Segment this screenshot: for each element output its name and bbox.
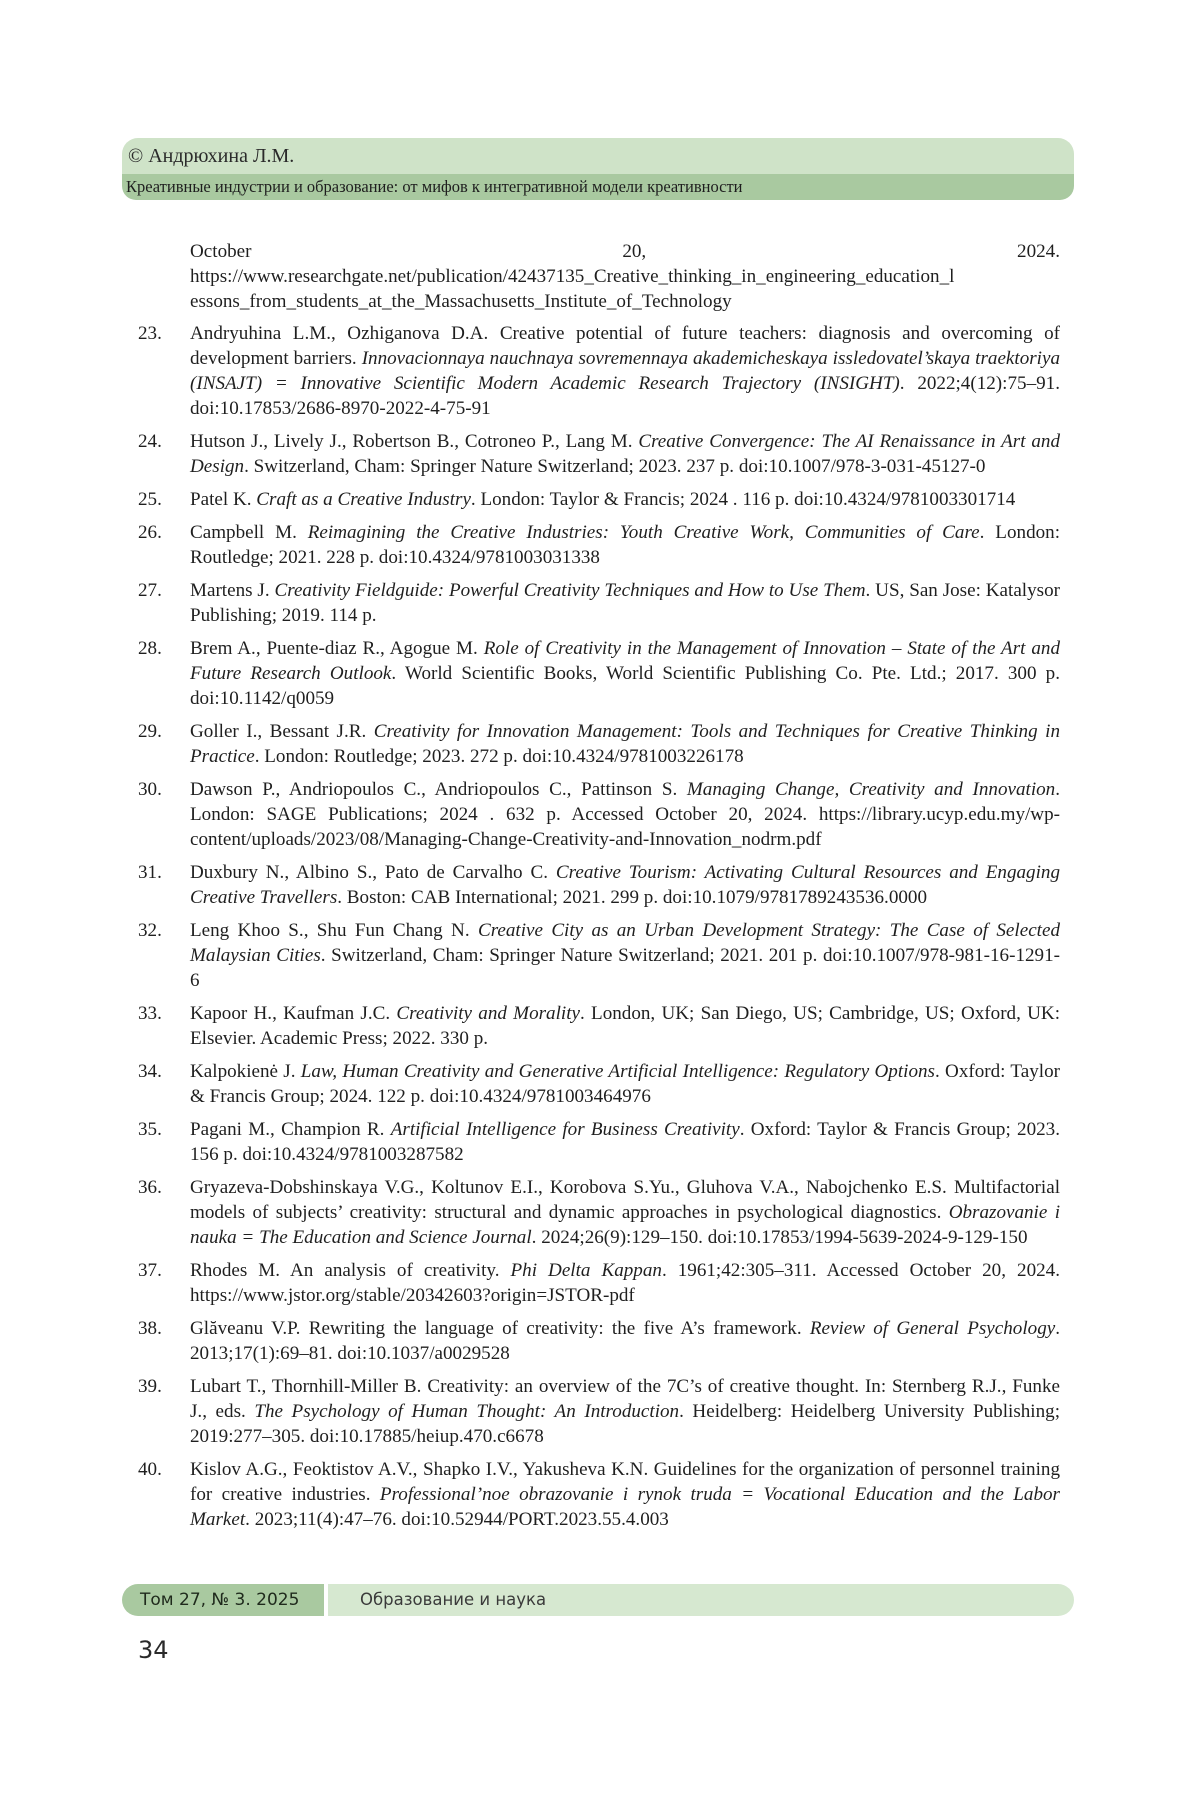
reference-number: 25. [138, 489, 162, 510]
reference-source-title: Creativity Fieldguide: Powerful Creativity Techniques and How to Use Them [274, 580, 866, 601]
reference-text [190, 1001, 1060, 1051]
reference-item [136, 1374, 1060, 1449]
footer-journal-name: Образование и наука [328, 1584, 1074, 1616]
reference-text [190, 487, 1060, 512]
reference-item [136, 520, 1060, 570]
reference-source-title: The Psychology of Human Thought: An Introduction [254, 1401, 680, 1422]
page-number: 34 [138, 1636, 169, 1664]
reference-text [190, 1374, 1060, 1449]
reference-text-segment: . London: Taylor & Francis; 2024 . 116 p. doi:10.4324/9781003301714 [470, 489, 1016, 510]
reference-text-segment: Pagani M., Champion R. [190, 1119, 391, 1140]
reference-text [190, 1117, 1060, 1167]
reference-source-title: Reimagining the Creative Industries: Youth Creative Work, Communities of Care [307, 522, 980, 543]
reference-text-segment: . Switzerland, Cham: Springer Nature Switzerland; 2023. 237 p. doi:10.1007/978-3-031-45127-0 [244, 456, 986, 477]
reference-text-segment: . Heidelberg: Heidelberg University Publishing; 2019:277–305. doi:10.17885/heiup.470.c6678 [190, 1401, 1060, 1447]
header-article-title: Креативные индустрии и образование: от мифов к интегративной модели креативности [122, 174, 1074, 200]
reference-number: 35. [138, 1119, 162, 1140]
reference-number: 29. [138, 721, 162, 742]
reference-source-title: Role of Creativity in the Management of Innovation – State of the Art and Future Research Outlook [190, 638, 1061, 684]
reference-source-title: Creativity and Morality [396, 1003, 580, 1024]
reference-text-segment: Duxbury N., Albino S., Pato de Carvalho C. [190, 862, 556, 883]
reference-text-segment: Kalpokienė J. [190, 1061, 301, 1082]
reference-text [190, 636, 1060, 711]
reference-text [190, 321, 1060, 421]
reference-source-title: Professional’noe obrazovanie i rynok truda = Vocational Education and the Labor Market [190, 1484, 1060, 1530]
reference-number: 40. [138, 1459, 162, 1480]
reference-number: 36. [138, 1177, 162, 1198]
running-footer [122, 1584, 1074, 1616]
reference-text-segment: . 1961;42:305–311. Accessed October 20, 2024. https://www.jstor.org/stable/20342603?origin=JSTOR-pdf [190, 1260, 1060, 1306]
reference-text-segment: . Oxford: Taylor & Francis Group; 2023. 156 p. doi:10.4324/9781003287582 [190, 1119, 1060, 1165]
reference-item [136, 578, 1060, 628]
reference-item [136, 777, 1060, 852]
reference-text-segment: Lubart T., Thornhill-Miller B. Creativity: an overview of the 7C’s of creative thought. In: Sternberg R.J., Funke J., eds. [190, 1376, 1060, 1422]
reference-text-segment: . World Scientific Books, World Scientific Publishing Co. Pte. Ltd.; 2017. 300 p. doi:10.1142/q0059 [190, 663, 1060, 709]
reference-item [136, 321, 1060, 421]
reference-text-segment: Rhodes M. An analysis of creativity. [190, 1260, 511, 1281]
reference-text [190, 777, 1060, 852]
reference-text-segment: Gryazeva-Dobshinskaya V.G., Koltunov E.I., Korobova S.Yu., Gluhova V.A., Nabojchenko E.S. Multifactorial models of subjects’ creativity: structural and dynamic approaches in psychological diagnostics. [190, 1177, 1060, 1223]
reference-item [136, 918, 1060, 993]
reference-item [136, 1316, 1060, 1366]
reference-item [136, 1117, 1060, 1167]
reference-text-segment: . 2013;17(1):69–81. doi:10.1037/a0029528 [190, 1318, 1060, 1364]
reference-source-title: Creative Tourism: Activating Cultural Resources and Engaging Creative Travellers [190, 862, 1060, 908]
reference-text [190, 520, 1060, 570]
reference-source-title: Creative Convergence: The AI Renaissance in Art and Design [190, 431, 1060, 477]
reference-source-title: Review of General Psychology [809, 1318, 1056, 1339]
reference-number: 27. [138, 580, 162, 601]
reference-source-title: Law, Human Creativity and Generative Artificial Intelligence: Regulatory Options [300, 1061, 935, 1082]
reference-text-segment: October 20, 2024. https://www.researchgate.net/publication/42437135_Creative_thinking_in_engineering_education_l essons_from_students_at_the_Massachusetts_Institute_of_Technology [190, 241, 1060, 312]
reference-source-title: Artificial Intelligence for Business Creativity [390, 1119, 740, 1140]
reference-item [136, 239, 1060, 314]
reference-source-title: Managing Change, Creativity and Innovation [686, 779, 1056, 800]
reference-item [136, 636, 1060, 711]
reference-text-segment: . Switzerland, Cham: Springer Nature Switzerland; 2021. 201 p. doi:10.1007/978-981-16-1291-6 [190, 945, 1060, 991]
reference-number: 28. [138, 638, 162, 659]
reference-text [190, 860, 1060, 910]
reference-number: 33. [138, 1003, 162, 1024]
reference-item [136, 487, 1060, 512]
reference-text-segment: . US, San Jose: Katalysor Publishing; 2019. 114 p. [190, 580, 1060, 626]
reference-item [136, 429, 1060, 479]
reference-item [136, 1258, 1060, 1308]
reference-number: 26. [138, 522, 162, 543]
reference-text-segment: Andryuhina L.M., Ozhiganova D.A. Creative potential of future teachers: diagnosis and overcoming of development barriers. [190, 323, 1060, 369]
reference-text-segment: . 2022;4(12):75–91. doi:10.17853/2686-8970-2022-4-75-91 [190, 373, 1060, 419]
running-header [122, 138, 1074, 200]
reference-text-segment: Martens J. [190, 580, 275, 601]
reference-text-segment: Kapoor H., Kaufman J.C. [190, 1003, 397, 1024]
reference-source-title: Phi Delta Kappan [510, 1260, 662, 1281]
reference-number: 39. [138, 1376, 162, 1397]
reference-text-segment: . 2024;26(9):129–150. doi:10.17853/1994-5639-2024-9-129-150 [531, 1227, 1028, 1248]
reference-text [190, 918, 1060, 993]
reference-text-segment: Brem A., Puente-diaz R., Agogue M. [190, 638, 484, 659]
reference-item [136, 860, 1060, 910]
reference-text-segment: Goller I., Bessant J.R. [190, 721, 374, 742]
reference-text-segment: . London: Routledge; 2023. 272 p. doi:10.4324/9781003226178 [254, 746, 744, 767]
reference-text-segment: . Boston: CAB International; 2021. 299 p. doi:10.1079/9781789243536.0000 [337, 887, 928, 908]
reference-text-segment: Campbell M. [190, 522, 308, 543]
reference-number: 37. [138, 1260, 162, 1281]
reference-text-segment: Patel K. [190, 489, 257, 510]
reference-number: 24. [138, 431, 162, 452]
reference-text-segment: Dawson P., Andriopoulos C., Andriopoulos C., Pattinson S. [190, 779, 687, 800]
reference-text-segment: Leng Khoo S., Shu Fun Chang N. [190, 920, 478, 941]
reference-text [190, 1316, 1060, 1366]
reference-text-segment: Kislov A.G., Feoktistov A.V., Shapko I.V., Yakusheva K.N. Guidelines for the organization of personnel training for creative industries. [190, 1459, 1060, 1505]
reference-text [190, 1258, 1060, 1308]
reference-number: 32. [138, 920, 162, 941]
footer-volume: Том 27, № 3. 2025 [122, 1584, 324, 1616]
reference-item [136, 1001, 1060, 1051]
reference-text [190, 1059, 1060, 1109]
header-author: © Андрюхина Л.М. [122, 138, 1074, 174]
reference-number: 34. [138, 1061, 162, 1082]
reference-text-segment: Hutson J., Lively J., Robertson B., Cotroneo P., Lang M. [190, 431, 639, 452]
reference-item [136, 1059, 1060, 1109]
reference-list [136, 239, 1060, 1540]
reference-text-segment: . London, UK; San Diego, US; Cambridge, US; Oxford, UK: Elsevier. Academic Press; 2022. 330 p. [190, 1003, 1061, 1049]
reference-number: 23. [138, 323, 162, 344]
reference-text-segment: . London: SAGE Publications; 2024 . 632 p. Accessed October 20, 2024. https://library.ucyp.edu.my/wp-content/uploads/2023/08/Managing-Change-Creativity-and-Innovation_nodrm.pdf [190, 779, 1060, 850]
reference-source-title: Obrazovanie i nauka = The Education and Science Journal [190, 1202, 1061, 1248]
reference-text [190, 719, 1060, 769]
reference-text-segment: Glăveanu V.P. Rewriting the language of creativity: the five A’s framework. [190, 1318, 810, 1339]
reference-text [190, 239, 1060, 314]
reference-item [136, 719, 1060, 769]
reference-number: 38. [138, 1318, 162, 1339]
reference-text-segment: . London: Routledge; 2021. 228 p. doi:10.4324/9781003031338 [190, 522, 1061, 568]
reference-source-title: Creative City as an Urban Development Strategy: The Case of Selected Malaysian Cities [190, 920, 1060, 966]
reference-text [190, 578, 1060, 628]
reference-number: 31. [138, 862, 162, 883]
reference-source-title: Innovacionnaya nauchnaya sovremennaya akademicheskaya issledovatel’skaya traektoriya (INSAJT) = Innovative Scientific Modern Academic Research Trajectory (INSIGHT) [190, 348, 1060, 394]
reference-item [136, 1175, 1060, 1250]
reference-item [136, 1457, 1060, 1532]
reference-text-segment: . Oxford: Taylor & Francis Group; 2024. 122 p. doi:10.4324/9781003464976 [190, 1061, 1060, 1107]
reference-text [190, 1175, 1060, 1250]
reference-number: 30. [138, 779, 162, 800]
reference-text [190, 429, 1060, 479]
reference-text [190, 1457, 1060, 1532]
reference-text-segment: . 2023;11(4):47–76. doi:10.52944/PORT.2023.55.4.003 [245, 1509, 669, 1530]
reference-source-title: Creativity for Innovation Management: Tools and Techniques for Creative Thinking in Practice [190, 721, 1060, 767]
reference-source-title: Craft as a Creative Industry [256, 489, 471, 510]
